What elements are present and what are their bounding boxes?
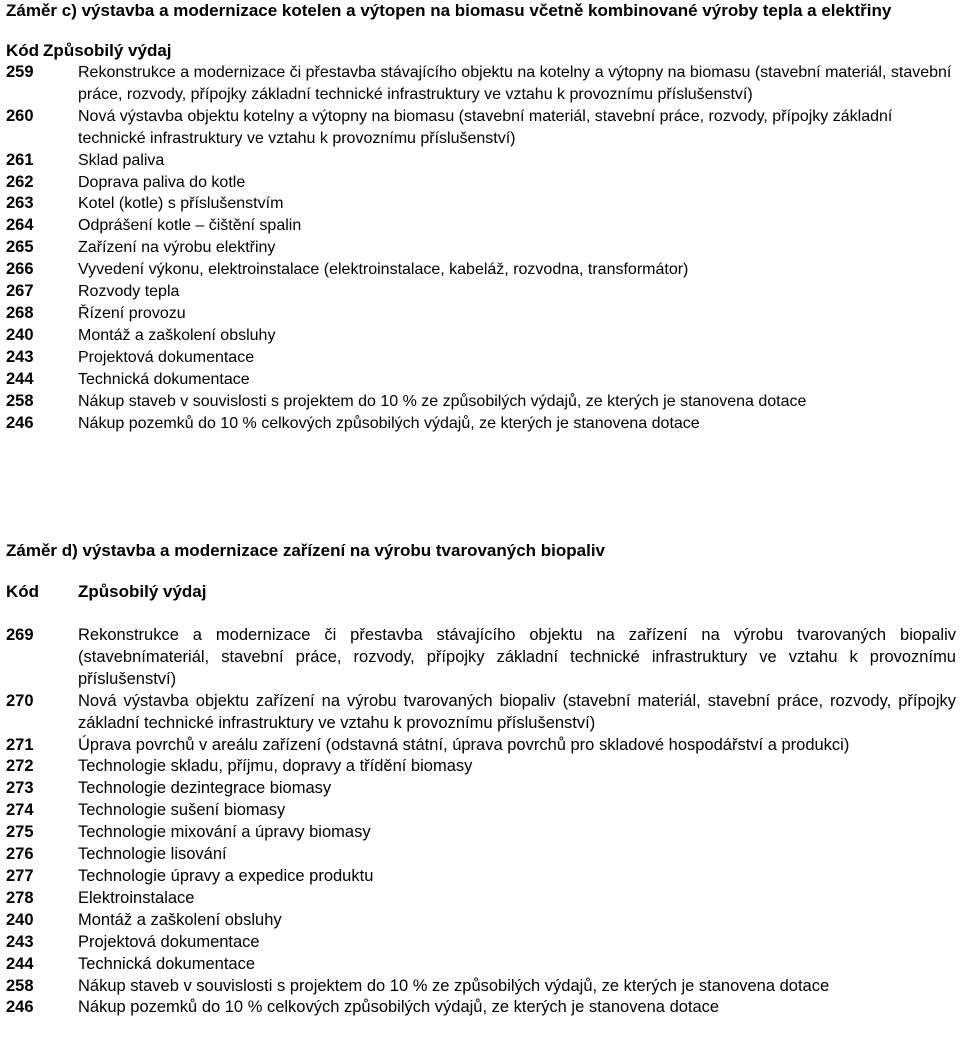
list-item (6, 237, 956, 259)
list-item (6, 369, 956, 391)
list-item (6, 778, 956, 800)
item-description: Nová výstavba objektu zařízení na výrobu tvarovaných biopaliv (stavební materiál, stavební práce, rozvody, přípojky základní technické infrastruktury ve vztahu k provoznímu příslušenství) (78, 691, 956, 732)
section-c-rows (6, 62, 956, 434)
item-code: 258 (6, 391, 34, 410)
list-item (6, 193, 956, 215)
list-item (6, 822, 956, 844)
item-code: 243 (6, 932, 34, 951)
item-code: 259 (6, 63, 34, 81)
item-description: Úprava povrchů v areálu zařízení (odstavná státní, úprava povrchů pro skladové hospodářství a produkci) (78, 735, 850, 754)
section-d-title: Záměr d) výstavba a modernizace zařízení na výrobu tvarovaných biopaliv (6, 541, 605, 560)
item-code: 246 (6, 998, 34, 1017)
list-item (6, 976, 956, 998)
item-code: 278 (6, 888, 34, 907)
column-header-code: Kód (6, 41, 40, 60)
section-d (6, 540, 956, 1019)
item-description: Nová výstavba objektu kotelny a výtopny na biomasu (stavební materiál, stavební práce, rozvody, přípojky základní technické infrastruktury ve vztahu k provoznímu příslušenství) (78, 107, 893, 147)
item-code: 269 (6, 626, 34, 644)
list-item (6, 888, 956, 910)
list-item (6, 910, 956, 932)
item-description: Kotel (kotle) s příslušenstvím (78, 195, 284, 213)
list-item (6, 735, 956, 757)
section-d-rows (6, 625, 956, 1019)
list-item (6, 259, 956, 281)
list-item (6, 150, 956, 172)
item-description: Elektroinstalace (78, 888, 195, 907)
section-d-column-header (6, 581, 956, 603)
item-description: Technická dokumentace (78, 954, 256, 973)
item-code: 274 (6, 801, 34, 820)
item-code: 258 (6, 976, 34, 995)
item-description: Technologie lisování (78, 845, 227, 864)
item-code: 244 (6, 954, 34, 973)
item-description: Projektová dokumentace (78, 932, 260, 951)
list-item (6, 691, 956, 735)
item-description: Řízení provozu (78, 304, 186, 322)
item-description: Montáž a zaškolení obsluhy (78, 910, 282, 929)
item-code: 244 (6, 369, 34, 388)
item-description: Technologie mixování a úpravy biomasy (78, 823, 371, 842)
item-description: Nákup pozemků do 10 % celkových způsobilých výdajů, ze kterých je stanovena dotace (78, 414, 700, 432)
list-item (6, 172, 956, 194)
item-code: 264 (6, 216, 34, 235)
list-item (6, 347, 956, 369)
item-description: Technologie dezintegrace biomasy (78, 779, 332, 798)
item-code: 263 (6, 194, 34, 213)
list-item (6, 215, 956, 237)
item-description: Zařízení na výrobu elektřiny (78, 239, 276, 257)
list-item (6, 800, 956, 822)
item-description: Sklad paliva (78, 151, 165, 169)
item-description: Technologie úpravy a expedice produktu (78, 866, 374, 885)
item-code: 275 (6, 823, 34, 842)
list-item (6, 303, 956, 325)
item-code: 276 (6, 845, 34, 864)
list-item (6, 932, 956, 954)
item-description: Rozvody tepla (78, 283, 180, 301)
item-description: Projektová dokumentace (78, 348, 255, 366)
section-c-column-header (6, 40, 956, 62)
list-item (6, 954, 956, 976)
item-code: 267 (6, 282, 34, 301)
item-description: Technologie sušení biomasy (78, 801, 286, 820)
section-c-title: Záměr c) výstavba a modernizace kotelen a výtopen na biomasu včetně kombinované výroby tepla a elektřiny (6, 1, 892, 20)
item-description: Nákup staveb v souvislosti s projektem do 10 % ze způsobilých výdajů, ze kterých je stanovena dotace (78, 976, 830, 995)
column-header-description: Způsobilý výdaj (43, 41, 172, 60)
item-code: 260 (6, 106, 34, 125)
list-item (6, 106, 956, 150)
list-item (6, 625, 956, 691)
item-description: Vyvedení výkonu, elektroinstalace (elektroinstalace, kabeláž, rozvodna, transformátor) (78, 261, 689, 279)
item-description: Nákup pozemků do 10 % celkových způsobilých výdajů, ze kterých je stanovena dotace (78, 998, 720, 1017)
list-item (6, 997, 956, 1019)
list-item (6, 391, 956, 413)
item-code: 277 (6, 866, 34, 885)
item-code: 265 (6, 238, 34, 257)
item-code: 243 (6, 347, 34, 366)
item-description: Technická dokumentace (78, 370, 250, 388)
item-code: 261 (6, 150, 34, 169)
list-item (6, 281, 956, 303)
item-description: Rekonstrukce a modernizace či přestavba stávajícího objektu na kotelny a výtopny na biomasu (stavební materiál, stavební práce, rozvody, přípojky základní technické infrastruktury ve vztahu k provoznímu příslušenství) (78, 64, 952, 103)
item-description: Odprášení kotle – čištění spalin (78, 217, 302, 235)
list-item (6, 866, 956, 888)
list-item (6, 756, 956, 778)
item-code: 271 (6, 735, 34, 754)
list-item (6, 62, 956, 106)
column-header-description: Způsobilý výdaj (78, 582, 207, 601)
list-item (6, 325, 956, 347)
item-code: 268 (6, 303, 34, 322)
item-code: 240 (6, 325, 34, 344)
item-code: 246 (6, 413, 34, 432)
item-description: Nákup staveb v souvislosti s projektem do 10 % ze způsobilých výdajů, ze kterých je stanovena dotace (78, 392, 807, 410)
list-item (6, 413, 956, 435)
item-description: Technologie skladu, příjmu, dopravy a třídění biomasy (78, 757, 473, 776)
item-code: 262 (6, 172, 34, 191)
item-code: 272 (6, 757, 34, 776)
item-description: Montáž a zaškolení obsluhy (78, 326, 276, 344)
section-c (6, 0, 956, 434)
item-code: 240 (6, 910, 34, 929)
item-code: 270 (6, 691, 34, 710)
column-header-code: Kód (6, 582, 40, 601)
item-description: Doprava paliva do kotle (78, 173, 246, 191)
list-item (6, 844, 956, 866)
item-code: 266 (6, 260, 34, 279)
item-description: Rekonstrukce a modernizace či přestavba stávajícího objektu na zařízení na výrobu tvarovaných biopaliv (stavebnímateriál, stavební práce, rozvody, přípojky základní technické infrastruktury ve vztahu k provoznímu příslušenství) (78, 626, 956, 688)
item-code: 273 (6, 779, 34, 798)
